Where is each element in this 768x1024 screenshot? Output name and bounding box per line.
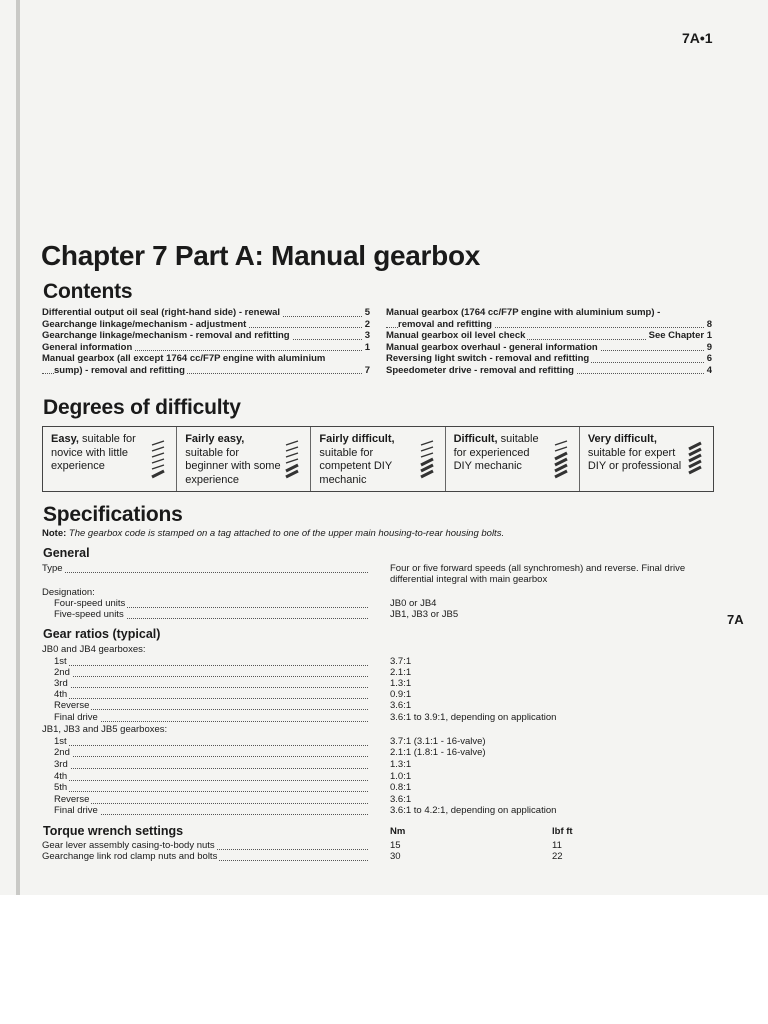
page-binding-edge: [16, 0, 20, 895]
spec-row-type-cont: differential integral with main gearbox: [390, 574, 548, 585]
difficulty-very-difficult: Very difficult, suitable for expert DIY or professional: [580, 427, 713, 491]
difficulty-easy: Easy, suitable for novice with little experience: [43, 427, 177, 491]
general-heading: General: [43, 546, 90, 560]
toc-entry[interactable]: removal and refitting 8: [386, 319, 712, 331]
gear-ratio-row: 1st 3.7:1: [42, 656, 712, 668]
specifications-heading: Specifications: [43, 503, 183, 526]
gear-ratio-row: Final drive 3.6:1 to 4.2:1, depending on application: [42, 805, 712, 817]
spec-row-five-speed: Five-speed units JB1, JB3 or JB5: [42, 609, 712, 621]
spec-row-type: Type Four or five forward speeds (all synchromesh) and reverse. Final drive: [42, 563, 686, 574]
contents-right-column: [386, 307, 712, 376]
toc-entry[interactable]: Manual gearbox (all except 1764 cc/F7P engine with aluminium: [42, 353, 326, 364]
wrench-1-icon: [148, 437, 170, 481]
difficulty-table: [42, 426, 714, 492]
gear-ratio-row: 4th 1.0:1: [42, 771, 712, 783]
toc-entry[interactable]: Differential output oil seal (right-hand side) - renewal 5: [42, 307, 370, 318]
gear-ratio-row: Reverse 3.6:1: [42, 794, 712, 806]
gear-ratio-row: 3rd 1.3:1: [42, 759, 712, 771]
gear-ratio-row: 4th 0.9:1: [42, 689, 712, 701]
chapter-title: Chapter 7 Part A: Manual gearbox: [41, 240, 481, 271]
wrench-2-icon: [282, 437, 304, 481]
toc-entry[interactable]: Gearchange linkage/mechanism - adjustment 2: [42, 318, 370, 330]
gear-ratio-row: 2nd 2.1:1: [42, 667, 712, 679]
toc-entry[interactable]: sump) - removal and refitting 7: [42, 365, 370, 377]
toc-entry[interactable]: Manual gearbox oil level check See Chapter 1: [386, 330, 712, 341]
difficulty-fairly-easy: Fairly easy, suitable for beginner with some experience: [177, 427, 311, 491]
specifications-note: Note: The gearbox code is stamped on a tag attached to one of the upper main housing-to-rear housing bolts.: [42, 528, 505, 539]
gear-ratio-row: 2nd 2.1:1 (1.8:1 - 16-valve): [42, 747, 712, 759]
difficulty-difficult: Difficult, suitable for experienced DIY mechanic: [446, 427, 580, 491]
chapter-side-tab: 7A: [727, 612, 744, 627]
page-number: 7A•1: [682, 30, 713, 46]
torque-row: Gear lever assembly casing-to-body nuts 15 11: [42, 840, 562, 851]
contents-heading: Contents: [43, 280, 133, 303]
toc-entry[interactable]: Manual gearbox (1764 cc/F7P engine with aluminium sump) -: [386, 307, 661, 318]
wrench-4-icon: [551, 437, 573, 481]
torque-row: Gearchange link rod clamp nuts and bolts 30 22: [42, 851, 563, 862]
gear-ratio-row: 1st 3.7:1 (3.1:1 - 16-valve): [42, 736, 712, 748]
gear-ratio-row: Reverse 3.6:1: [42, 700, 712, 712]
toc-entry[interactable]: General information 1: [42, 341, 370, 353]
wrench-5-icon: [685, 437, 707, 481]
contents-left-column: [42, 307, 370, 376]
difficulty-heading: Degrees of difficulty: [43, 396, 241, 419]
toc-entry[interactable]: Reversing light switch - removal and refitting 6: [386, 353, 712, 364]
toc-entry[interactable]: Speedometer drive - removal and refitting 4: [386, 364, 712, 376]
spec-group-label: JB1, JB3 and JB5 gearboxes:: [42, 724, 168, 735]
wrench-3-icon: [417, 437, 439, 481]
torque-heading: Torque wrench settings: [43, 824, 184, 838]
spec-row-designation: Designation:: [42, 587, 95, 598]
toc-entry[interactable]: Gearchange linkage/mechanism - removal and refitting 3: [42, 330, 370, 341]
gear-ratio-row: 5th 0.8:1: [42, 782, 712, 794]
toc-entry[interactable]: Manual gearbox overhaul - general information 9: [386, 341, 712, 353]
torque-column-headers: Nm lbf ft: [390, 826, 573, 837]
spec-group-label: JB0 and JB4 gearboxes:: [42, 644, 146, 655]
difficulty-fairly-difficult: Fairly difficult, suitable for competent DIY mechanic: [311, 427, 445, 491]
gear-ratio-row: Final drive 3.6:1 to 3.9:1, depending on application: [42, 712, 712, 724]
gear-ratios-heading: Gear ratios (typical): [43, 627, 161, 641]
spec-row-four-speed: Four-speed units JB0 or JB4: [42, 598, 712, 610]
gear-ratio-row: 3rd 1.3:1: [42, 678, 712, 690]
